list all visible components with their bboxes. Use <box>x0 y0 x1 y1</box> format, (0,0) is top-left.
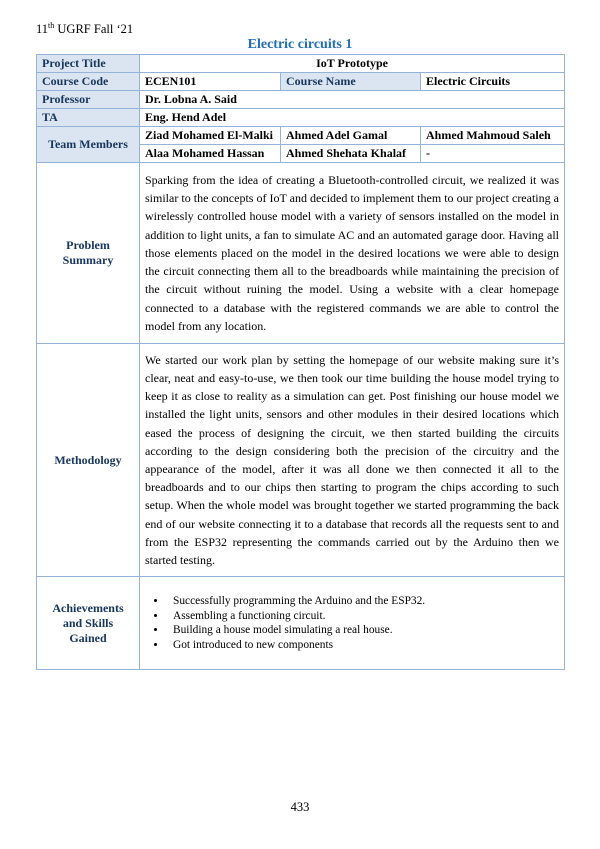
professor-label: Professor <box>37 91 140 109</box>
team-member: Ahmed Mahmoud Saleh <box>421 127 565 145</box>
document-title: Electric circuits 1 <box>247 37 353 52</box>
team-member: Ahmed Shehata Khalaf <box>281 145 421 163</box>
row-achievements <box>37 577 565 670</box>
row-methodology <box>37 344 565 577</box>
project-title-label: Project Title <box>37 55 140 73</box>
achievements-label-line: and Skills <box>62 615 114 630</box>
problem-summary-paragraph: Sparking from the idea of creating a Bluetooth-controlled circuit, we realized it was similar to the concepts of IoT and decided to implement them to our project creating a wirelessly controlled house model with a variety of sensors installed on the model in addition to light units, a fan to simulate AC and an automated garage door. Having all those elements placed on the model in the desired locations we were able to design the circuit connecting them all to the breadboards while maintaining the precision of the circuit without ruining the model. Using a website with a clear homepage connected to a database with the registered commands we are able to control the model from any location. <box>145 173 560 333</box>
achievements-label-line: Gained <box>69 630 107 645</box>
conference-name: UGRF Fall ‘21 <box>54 22 134 36</box>
course-code-label: Course Code <box>37 73 140 91</box>
achievement-item: • Assembling a functioning circuit. <box>167 609 559 624</box>
team-member: Ziad Mohamed El-Malki <box>140 127 281 145</box>
problem-summary-label <box>37 163 140 344</box>
achievements-list-cell <box>140 577 565 670</box>
page-number: 433 <box>290 800 310 814</box>
row-team-1 <box>37 127 565 145</box>
methodology-label: Methodology <box>37 344 140 577</box>
team-member: - <box>421 145 565 163</box>
professor-value: Dr. Lobna A. Said <box>140 91 565 109</box>
achievement-item: • Building a house model simulating a real house. <box>167 623 559 638</box>
ta-value: Eng. Hend Adel <box>140 109 565 127</box>
team-member: Alaa Mohamed Hassan <box>140 145 281 163</box>
achievements-label-line: Achievements <box>52 600 124 615</box>
achievement-item: • Got introduced to new components <box>167 638 559 653</box>
project-info-table <box>36 54 565 670</box>
achievement-item: • Successfully programming the Arduino and the ESP32. <box>167 594 559 609</box>
course-name-label: Course Name <box>281 73 421 91</box>
course-code-value: ECEN101 <box>140 73 281 91</box>
ta-label: TA <box>37 109 140 127</box>
project-title-value: IoT Prototype <box>140 55 565 73</box>
row-course <box>37 73 565 91</box>
achievements-list <box>145 594 559 652</box>
methodology-text <box>140 344 565 577</box>
achievements-label <box>37 577 140 670</box>
conference-header <box>36 22 133 37</box>
row-ta <box>37 109 565 127</box>
row-professor <box>37 91 565 109</box>
conference-number: 11 <box>36 22 49 36</box>
team-members-label: Team Members <box>37 127 140 163</box>
row-project-title <box>37 55 565 73</box>
conference-ordinal: th <box>48 20 55 30</box>
methodology-paragraph: We started our work plan by setting the homepage of our website making sure it’s clear, neat and easy-to-use, we then took our time building the house model trying to keep it as close to reality as a simulation can get. Post finishing our house model we installed the light units, sensors and other modules in their desired locations which eased the process of designing the circuit, we then started building the circuits according to the design considering both the precision of the circuitry and the appearance of the model, after it was all done we then connected it all to the breadboards and to our chips then starting to program the chips according to such setup. When the whole model was brought together we started programming the back end of our website connecting it to a database that records all the requests sent to and from the ESP32 representing the commands carried out by the Arduino then we started testing. <box>145 352 560 568</box>
problem-label-line: Problem <box>66 238 110 252</box>
team-member: Ahmed Adel Gamal <box>281 127 421 145</box>
row-problem-summary <box>37 163 565 344</box>
problem-label-line: Summary <box>62 253 114 267</box>
course-name-value: Electric Circuits <box>421 73 565 91</box>
problem-summary-text <box>140 163 565 344</box>
